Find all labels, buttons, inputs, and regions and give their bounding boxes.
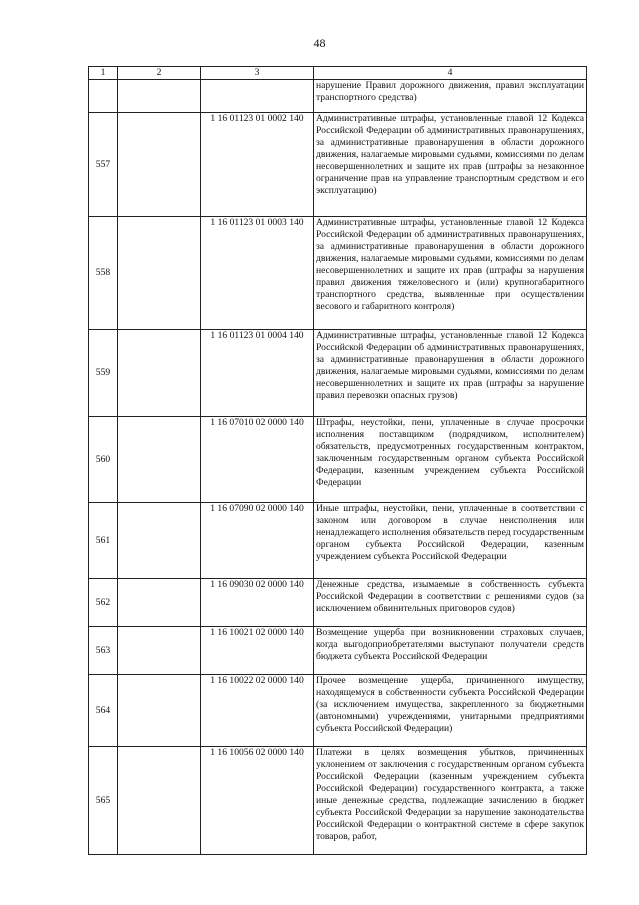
table-row [89,80,587,113]
row-description: Административные штрафы, установленные главой 12 Кодекса Российской Федерации об административных правонарушениях, за административные правонарушения в области дорожного движения, налагаемые мировыми судьями, комиссиями по делам несовершеннолетних и защите их прав (штрафы за нарушение правил перевозки опасных грузов) [314,330,587,417]
row-description: Платежи в целях возмещения убытков, причиненных уклонением от заключения с государственным органом субъекта Российской Федерации (казенным учреждением субъекта Российской Федерации) государственного контракта, а также иные денежные средства, подлежащие зачислению в бюджет субъекта Российской Федерации за нарушение законодательства Российской Федерации о контрактной системе в сфере закупок товаров, работ, [314,747,587,855]
row-number: 565 [89,747,118,855]
table-row [89,627,587,675]
row-description: Иные штрафы, неустойки, пени, уплаченные в соответствии с законом или договором в случае неисполнения или ненадлежащего исполнения обязательств перед государственным органом субъекта Российской Федерации, казенным учреждением субъекта Российской Федерации [314,503,587,579]
row-code: 1 16 10056 02 0000 140 [201,747,314,855]
row-number: 561 [89,503,118,579]
row-col2 [118,113,201,217]
row-description: Административные штрафы, установленные главой 12 Кодекса Российской Федерации об административных правонарушениях, за административные правонарушения в области дорожного движения, налагаемые мировыми судьями, комиссиями по делам несовершеннолетних и защите их прав (штрафы за нарушения правил движения тяжеловесного и (или) крупногабаритного транспортного средства, выявленные при осуществлении весового и габаритного контроля) [314,217,587,330]
row-number: 559 [89,330,118,417]
row-code: 1 16 01123 01 0004 140 [201,330,314,417]
row-code [201,80,314,113]
budget-code-table [88,66,587,855]
row-code: 1 16 07010 02 0000 140 [201,417,314,503]
table-row [89,330,587,417]
row-col2 [118,747,201,855]
row-code: 1 16 07090 02 0000 140 [201,503,314,579]
table-row [89,113,587,217]
row-code: 1 16 01123 01 0002 140 [201,113,314,217]
row-col2 [118,330,201,417]
header-col-3: 3 [201,67,314,80]
row-description: нарушение Правил дорожного движения, правил эксплуатации транспортного средства) [314,80,587,113]
row-number: 560 [89,417,118,503]
row-col2 [118,217,201,330]
page-number: 48 [313,36,326,50]
header-col-2: 2 [118,67,201,80]
row-code: 1 16 10021 02 0000 140 [201,627,314,675]
table-row [89,417,587,503]
row-number: 563 [89,627,118,675]
row-code: 1 16 01123 01 0003 140 [201,217,314,330]
row-col2 [118,417,201,503]
header-col-1: 1 [89,67,118,80]
row-col2 [118,579,201,627]
table-header-row [89,67,587,80]
row-col2 [118,503,201,579]
row-col2 [118,627,201,675]
row-code: 1 16 09030 02 0000 140 [201,579,314,627]
row-description: Возмещение ущерба при возникновении страховых случаев, когда выгодоприобретателями выступают получатели средств бюджета субъекта Российской Федерации [314,627,587,675]
row-col2 [118,675,201,747]
row-col2 [118,80,201,113]
header-col-4: 4 [314,67,587,80]
row-description: Денежные средства, изымаемые в собственность субъекта Российской Федерации в соответствии с решениями судов (за исключением обвинительных приговоров судов) [314,579,587,627]
row-number: 557 [89,113,118,217]
table-row [89,217,587,330]
row-number: 562 [89,579,118,627]
table-row [89,747,587,855]
row-description: Штрафы, неустойки, пени, уплаченные в случае просрочки исполнения поставщиком (подрядчиком, исполнителем) обязательств, предусмотренных государственным контрактом, заключенным государственным органом субъекта Российской Федерации, казенным учреждением субъекта Российской Федерации [314,417,587,503]
table-row [89,675,587,747]
row-code: 1 16 10022 02 0000 140 [201,675,314,747]
row-number: 558 [89,217,118,330]
row-number: 564 [89,675,118,747]
row-number [89,80,118,113]
table-row [89,503,587,579]
table-row [89,579,587,627]
row-description: Административные штрафы, установленные главой 12 Кодекса Российской Федерации об административных правонарушениях, за административные правонарушения в области дорожного движения, налагаемые мировыми судьями, комиссиями по делам несовершеннолетних и защите их прав (штрафы за незаконное ограничение прав на управление транспортным средством и его эксплуатацию) [314,113,587,217]
row-description: Прочее возмещение ущерба, причиненного имуществу, находящемуся в собственности субъекта Российской Федерации (за исключением имущества, закрепленного за бюджетными (автономными) учреждениями, унитарными предприятиями субъекта Российской Федерации) [314,675,587,747]
